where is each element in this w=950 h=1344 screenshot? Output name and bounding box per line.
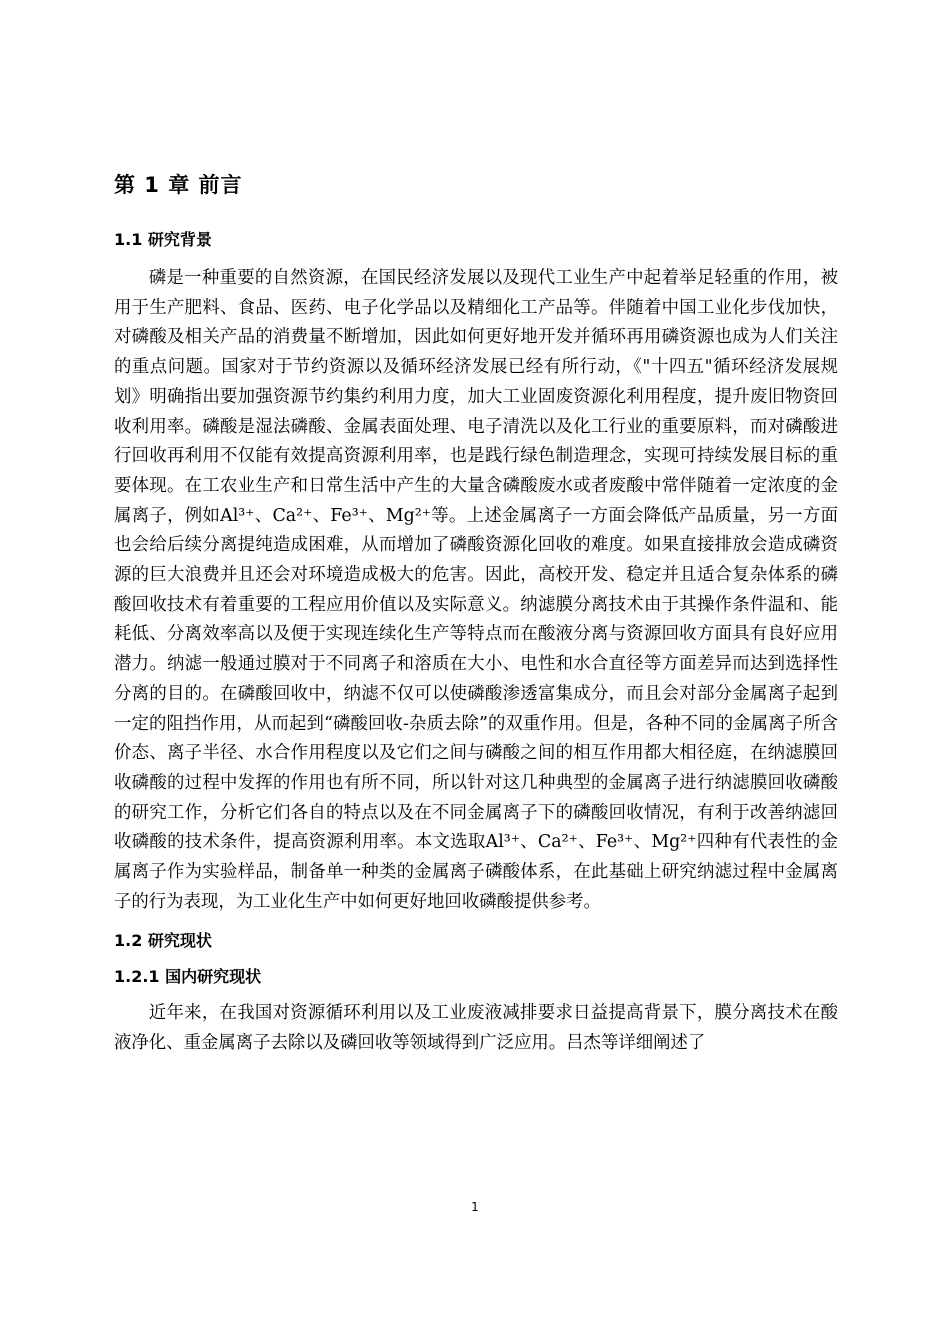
section-1-2-1-paragraph: 近年来，在我国对资源循环利用以及工业废液减排要求日益提高背景下，膜分离技术在酸液净化、重金属离子去除以及磷回收等领域得到广泛应用。吕杰等详细阐述了 xyxy=(114,1003,838,1054)
chapter-title: 第 1 章 前言 xyxy=(114,173,243,197)
page-number: 1 xyxy=(471,1200,479,1214)
section-1-1-paragraph: 磷是一种重要的自然资源，在国民经济发展以及现代工业生产中起着举足轻重的作用，被用于生产肥料、食品、医药、电子化学品以及精细化工产品等。伴随着中国工业化步伐加快，对磷酸及相关产品的消费量不断增加，因此如何更好地开发并循环再用磷资源也成为人们关注的重点问题。国家对于节约资源以及循环经济发展已经有所行动，《"十四五"循环经济发展规划》明确指出要加强资源节约集约利用力度，加大工业固废资源化利用程度，提升废旧物资回收利用率。磷酸是湿法磷酸、金属表面处理、电子清洗以及化工行业的重要原料，而对磷酸进行回收再利用不仅能有效提高资源利用率，也是践行绿色制造理念，实现可持续发展目标的重要体现。在工农业生产和日常生活中产生的大量含磷酸废水或者废酸中常伴随着一定浓度的金属离子，例如Al³⁺、Ca²⁺、Fe³⁺、Mg²⁺等。上述金属离子一方面会降低产品质量，另一方面也会给后续分离提纯造成困难，从而增加了磷酸资源化回收的难度。如果直接排放会造成磷资源的巨大浪费并且还会对环境造成极大的危害。因此，高校开发、稳定并且适合复杂体系的磷酸回收技术有着重要的工程应用价值以及实际意义。纳滤膜分离技术由于其操作条件温和、能耗低、分离效率高以及便于实现连续化生产等特点而在酸液分离与资源回收方面具有良好应用潜力。纳滤一般通过膜对于不同离子和溶质在大小、电性和水合直径等方面差异而达到选择性分离的目的。在磷酸回收中，纳滤不仅可以使磷酸渗透富集成分，而且会对部分金属离子起到一定的阻挡作用，从而起到“磷酸回收-杂质去除”的双重作用。但是，各种不同的金属离子所含价态、离子半径、水合作用程度以及它们之间与磷酸之间的相互作用都大相径庭，在纳滤膜回收磷酸的过程中发挥的作用也有所不同，所以针对这几种典型的金属离子进行纳滤膜回收磷酸的研究工作，分析它们各自的特点以及在不同金属离子下的磷酸回收情况，有利于改善纳滤回收磷酸的技术条件，提高资源利用率。本文选取Al³⁺、Ca²⁺、Fe³⁺、Mg²⁺四种有代表性的金属离子作为实验样品，制备单一种类的金属离子磷酸体系，在此基础上研究纳滤过程中金属离子的行为表现，为工业化生产中如何更好地回收磷酸提供参考。 xyxy=(114,268,838,912)
section-heading-1-2: 1.2 研究现状 xyxy=(114,931,212,951)
section-heading-1-1: 1.1 研究背景 xyxy=(114,230,212,249)
section-heading-1-2-1: 1.2.1 国内研究现状 xyxy=(114,967,262,987)
page-content xyxy=(114,170,838,1059)
